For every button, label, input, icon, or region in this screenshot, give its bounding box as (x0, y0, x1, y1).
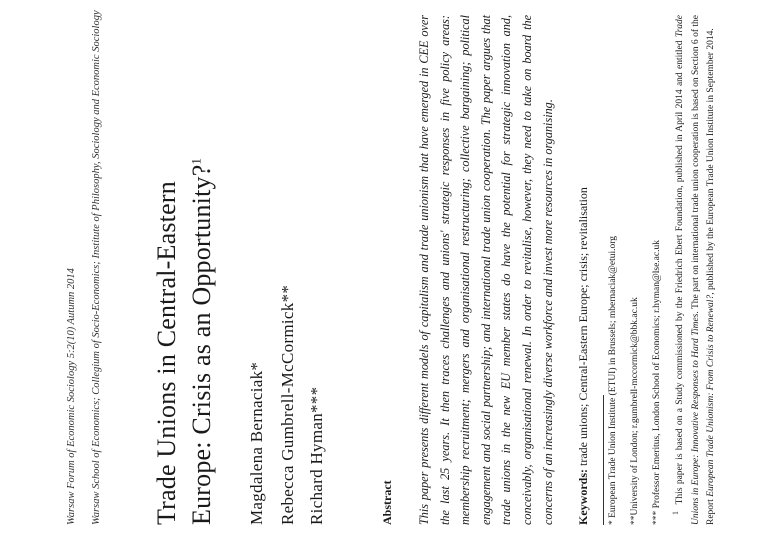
footnote-4-text-a: This paper is based on a Study commissioned by the Friedrich Ebert Foundation, published in April 2014 and entitled (675, 37, 686, 505)
footnote-rule (603, 395, 604, 525)
paper-title-line2 (187, 158, 217, 525)
paper-title-line1 (152, 181, 182, 525)
footnote-4-mark: 1 (671, 511, 680, 515)
footnote-4-text-c: , published by the European Trade Union Institute in September 2014. (705, 28, 716, 295)
keywords-label: Keywords: (576, 469, 590, 525)
title-footnote-mark: 1 (188, 157, 204, 165)
author-1: Magdalena Bernaciak* (247, 361, 266, 525)
author-3: Richard Hyman*** (307, 386, 326, 525)
keywords-text: trade unions; Central-Eastern Europe; crisis; revitalisation (576, 187, 590, 466)
footnote-3: *** Professor Emeritus, London School of Economics; r.hyman@lse.ac.uk (652, 240, 662, 525)
title-text-2: Europe: Crisis as an Opportunity? (187, 164, 216, 525)
footnote-4-title2: European Trade Unionism: From Crisis to Renewal? (705, 294, 716, 497)
abstract-text: This paper presents different models of capitalism and trade unionism that have emerged in CEE over the last 25 years. It then traces challenges and unions' strategic responses in five policy areas: membership recruitment; mergers and organisational restructuring; collective bargaining; political engagement and social partnership; and international trade union cooperation. The paper argues that trade unions in the new EU member states do have the potential for strategic innovation and, conceivably, organisational renewal. In order to revitalise, however, they need to take on board the concerns of an increasingly diverse workforce and invest more resources in organising. (417, 15, 555, 525)
footnote-4 (668, 15, 719, 525)
footnote-2: **University of London; r.gumbrell-mccormick@bbk.ac.uk (630, 297, 640, 525)
journal-header: Warsaw Forum of Economic Sociology 5:2(10) Autumn 2014 (66, 268, 77, 525)
abstract-heading: Abstract (380, 480, 394, 525)
footnote-4-text-b: . The part on international trade union cooperation is based on Section 6 of the Report (690, 15, 716, 525)
title-text-1: Trade Unions in Central-Eastern (152, 181, 181, 525)
keywords (576, 187, 591, 525)
footnote-4-title1: Trade Unions in Europe: Innovative Responses to Hard Times (675, 14, 701, 525)
author-2: Rebecca Gumbrell-McCormick** (278, 284, 297, 525)
footnote-1: * European Trade Union Institute (ETUI) in Brussels; mbernaciak@etui.org (608, 235, 618, 525)
school-header: Warsaw School of Economics; Collegium of Socio-Economics; Institute of Philosophy, Sociology and Economic Sociology (91, 10, 102, 525)
